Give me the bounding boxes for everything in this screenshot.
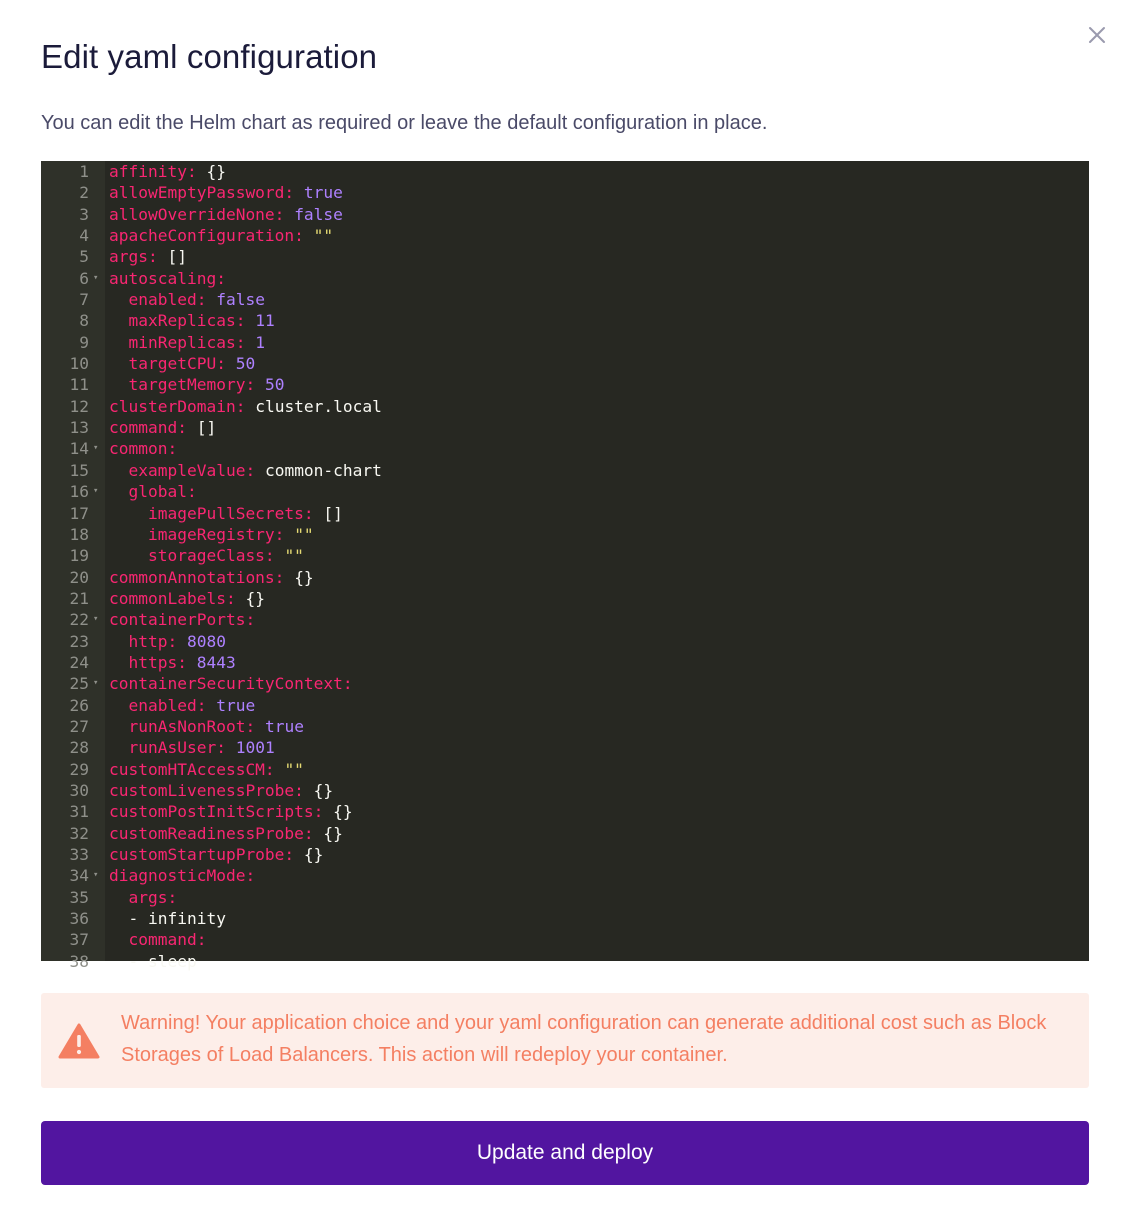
yaml-value: 8080 <box>186 631 226 651</box>
close-button[interactable] <box>1084 22 1110 48</box>
line-number: 13 <box>69 418 89 438</box>
code-text <box>109 310 275 331</box>
line-number: 2 <box>79 183 89 203</box>
code-text <box>109 545 304 566</box>
code-line <box>41 737 1089 758</box>
yaml-key: maxReplicas: <box>128 311 246 331</box>
code-line <box>41 887 1089 908</box>
line-number: 4 <box>79 226 89 246</box>
line-number: 37 <box>69 930 89 950</box>
line-number: 21 <box>69 588 89 608</box>
code-text <box>109 951 197 972</box>
fold-toggle-icon[interactable]: ▾ <box>93 443 99 454</box>
code-line <box>41 759 1089 780</box>
code-line <box>41 503 1089 524</box>
yaml-key: customReadinessProbe: <box>109 823 314 843</box>
line-number: 7 <box>79 290 89 310</box>
line-number: 12 <box>69 396 89 416</box>
code-line <box>41 929 1089 950</box>
line-number: 30 <box>69 780 89 800</box>
code-line <box>41 588 1089 609</box>
fold-toggle-icon[interactable]: ▾ <box>93 486 99 497</box>
code-text <box>109 695 255 716</box>
yaml-value: {} <box>303 845 324 864</box>
line-number: 20 <box>69 567 89 587</box>
code-line <box>41 524 1089 545</box>
yaml-value: 50 <box>264 375 285 395</box>
yaml-key: autoscaling: <box>109 268 226 288</box>
code-text <box>109 503 343 524</box>
code-text <box>109 844 323 865</box>
yaml-value: 11 <box>255 311 275 331</box>
line-number: 6 <box>79 268 89 288</box>
line-number: 27 <box>69 716 89 736</box>
code-text <box>109 908 226 929</box>
yaml-key: command: <box>109 418 187 438</box>
code-line <box>41 289 1089 310</box>
yaml-key: common: <box>109 439 178 459</box>
code-text <box>109 652 236 673</box>
yaml-value: - sleep <box>128 951 197 971</box>
code-line <box>41 374 1089 395</box>
yaml-key: runAsNonRoot: <box>128 716 256 736</box>
code-line <box>41 438 1089 459</box>
code-text <box>109 823 343 844</box>
yaml-value: true <box>216 695 256 715</box>
yaml-value: "" <box>284 759 304 779</box>
line-number: 11 <box>69 375 89 395</box>
update-and-deploy-button[interactable]: Update and deploy <box>41 1121 1089 1185</box>
yaml-key: runAsUser: <box>128 738 226 758</box>
code-line <box>41 567 1089 588</box>
fold-toggle-icon[interactable]: ▾ <box>93 870 99 881</box>
code-text <box>109 417 216 438</box>
yaml-value: "" <box>284 546 304 566</box>
yaml-value: false <box>216 290 265 310</box>
code-text <box>109 865 255 886</box>
yaml-key: customStartupProbe: <box>109 845 295 864</box>
yaml-value: 50 <box>235 354 256 374</box>
line-number: 3 <box>79 204 89 224</box>
code-text <box>109 374 284 395</box>
yaml-value: - infinity <box>128 909 226 929</box>
yaml-key: allowOverrideNone: <box>109 204 285 224</box>
code-text <box>109 801 353 822</box>
line-number: 8 <box>79 311 89 331</box>
yaml-value: "" <box>294 524 314 544</box>
yaml-key: containerPorts: <box>109 610 256 630</box>
yaml-key: exampleValue: <box>128 460 256 480</box>
code-line <box>41 673 1089 694</box>
yaml-key: imageRegistry: <box>147 524 285 544</box>
yaml-key: commonAnnotations: <box>109 567 285 587</box>
yaml-key: targetCPU: <box>128 354 226 374</box>
code-text <box>109 524 314 545</box>
line-number: 5 <box>79 247 89 267</box>
yaml-key: command: <box>128 930 207 950</box>
close-icon <box>1088 26 1106 44</box>
line-number: 31 <box>69 802 89 822</box>
code-line <box>41 545 1089 566</box>
code-line <box>41 353 1089 374</box>
yaml-value: [] <box>196 418 217 438</box>
yaml-key: minReplicas: <box>128 332 246 352</box>
code-text <box>109 609 255 630</box>
fold-toggle-icon[interactable]: ▾ <box>93 678 99 689</box>
code-line <box>41 695 1089 716</box>
line-number: 23 <box>69 631 89 651</box>
modal-title: Edit yaml configuration <box>41 38 378 75</box>
yaml-key: storageClass: <box>147 546 275 566</box>
yaml-value: "" <box>313 226 334 246</box>
line-number: 36 <box>69 909 89 929</box>
yaml-key: args: <box>109 247 158 267</box>
code-line <box>41 631 1089 652</box>
code-text <box>109 268 226 289</box>
code-line <box>41 204 1089 225</box>
code-text <box>109 481 197 502</box>
yaml-key: allowEmptyPassword: <box>109 183 295 203</box>
code-text <box>109 673 353 694</box>
code-text <box>109 332 265 353</box>
code-text <box>109 588 265 609</box>
yaml-key: affinity: <box>109 162 197 181</box>
code-line <box>41 481 1089 502</box>
line-number: 35 <box>69 887 89 907</box>
code-line <box>41 865 1089 886</box>
yaml-value: 8443 <box>196 652 236 672</box>
code-line <box>41 908 1089 929</box>
yaml-value: [] <box>167 247 187 267</box>
yaml-key: global: <box>128 482 197 502</box>
yaml-value: true <box>264 716 304 736</box>
code-line <box>41 417 1089 438</box>
yaml-key: http: <box>128 631 178 651</box>
yaml-key: enabled: <box>128 695 207 715</box>
code-line <box>41 609 1089 630</box>
code-text <box>109 182 343 203</box>
yaml-key: commonLabels: <box>109 588 236 608</box>
code-line <box>41 161 1089 182</box>
yaml-value: 1 <box>255 332 265 352</box>
line-number: 17 <box>69 503 89 523</box>
fold-toggle-icon[interactable]: ▾ <box>93 272 99 283</box>
code-line <box>41 844 1089 865</box>
line-number: 24 <box>69 652 89 672</box>
yaml-value: {} <box>245 588 265 608</box>
code-line <box>41 182 1089 203</box>
code-text <box>109 929 206 950</box>
code-text <box>109 161 226 182</box>
code-text <box>109 204 343 225</box>
line-number: 38 <box>69 951 89 971</box>
line-number: 28 <box>69 738 89 758</box>
yaml-key: enabled: <box>128 290 207 310</box>
line-number: 18 <box>69 524 89 544</box>
line-number: 34 <box>69 866 89 886</box>
yaml-value: cluster.local <box>255 396 382 416</box>
code-line <box>41 951 1089 972</box>
line-number: 16 <box>69 482 89 502</box>
yaml-value: {} <box>294 567 314 587</box>
code-text <box>109 225 333 246</box>
yaml-value: [] <box>323 503 343 523</box>
yaml-key: https: <box>128 652 187 672</box>
code-text <box>109 246 187 267</box>
code-text <box>109 887 177 908</box>
yaml-key: clusterDomain: <box>109 396 246 416</box>
yaml-value: true <box>303 183 343 203</box>
code-text <box>109 759 304 780</box>
code-text <box>109 353 255 374</box>
yaml-key: diagnosticMode: <box>109 866 256 886</box>
yaml-value: {} <box>323 823 343 843</box>
code-line <box>41 801 1089 822</box>
line-number: 26 <box>69 695 89 715</box>
yaml-key: targetMemory: <box>128 375 256 395</box>
line-number: 22 <box>69 610 89 630</box>
yaml-value: false <box>294 204 343 224</box>
code-line <box>41 225 1089 246</box>
line-number: 32 <box>69 823 89 843</box>
yaml-key: containerSecurityContext: <box>109 674 353 694</box>
warning-triangle-icon <box>58 1023 100 1059</box>
line-number: 25 <box>69 674 89 694</box>
line-number: 15 <box>69 460 89 480</box>
yaml-key: customPostInitScripts: <box>109 802 324 822</box>
line-number: 10 <box>69 354 89 374</box>
yaml-code-editor[interactable] <box>41 161 1089 971</box>
line-number: 19 <box>69 546 89 566</box>
line-number: 29 <box>69 759 89 779</box>
yaml-key: imagePullSecrets: <box>147 503 314 523</box>
yaml-value: {} <box>313 780 334 800</box>
code-text <box>109 289 265 310</box>
yaml-value: {} <box>333 802 353 822</box>
code-text <box>109 780 333 801</box>
code-line <box>41 396 1089 417</box>
code-line <box>41 460 1089 481</box>
code-line <box>41 310 1089 331</box>
yaml-key: apacheConfiguration: <box>109 226 304 246</box>
warning-text: Warning! Your application choice and your yaml configuration can generate additional cost such as Block Storages of Load Balancers. This action will redeploy your container. <box>121 1012 1047 1066</box>
code-line <box>41 268 1089 289</box>
yaml-value: common-chart <box>264 460 382 480</box>
code-line <box>41 246 1089 267</box>
code-text <box>109 460 382 481</box>
line-number: 1 <box>79 162 89 181</box>
code-text <box>109 631 226 652</box>
warning-banner <box>41 993 1089 1088</box>
code-text <box>109 396 382 417</box>
fold-toggle-icon[interactable]: ▾ <box>93 614 99 625</box>
line-number: 14 <box>69 439 89 459</box>
yaml-value: {} <box>206 162 226 181</box>
yaml-key: customLivenessProbe: <box>109 780 304 800</box>
code-text <box>109 716 304 737</box>
code-text <box>109 567 314 588</box>
code-line <box>41 332 1089 353</box>
code-line <box>41 823 1089 844</box>
code-line <box>41 780 1089 801</box>
code-text <box>109 438 177 459</box>
code-line <box>41 716 1089 737</box>
code-line <box>41 652 1089 673</box>
line-number: 9 <box>79 332 89 352</box>
modal-subtitle: You can edit the Helm chart as required or leave the default configuration in place. <box>41 112 768 134</box>
line-number: 33 <box>69 845 89 864</box>
yaml-key: args: <box>128 887 178 907</box>
yaml-key: customHTAccessCM: <box>109 759 275 779</box>
code-text <box>109 737 275 758</box>
yaml-value: 1001 <box>235 738 275 758</box>
editor-lines <box>41 161 1089 972</box>
